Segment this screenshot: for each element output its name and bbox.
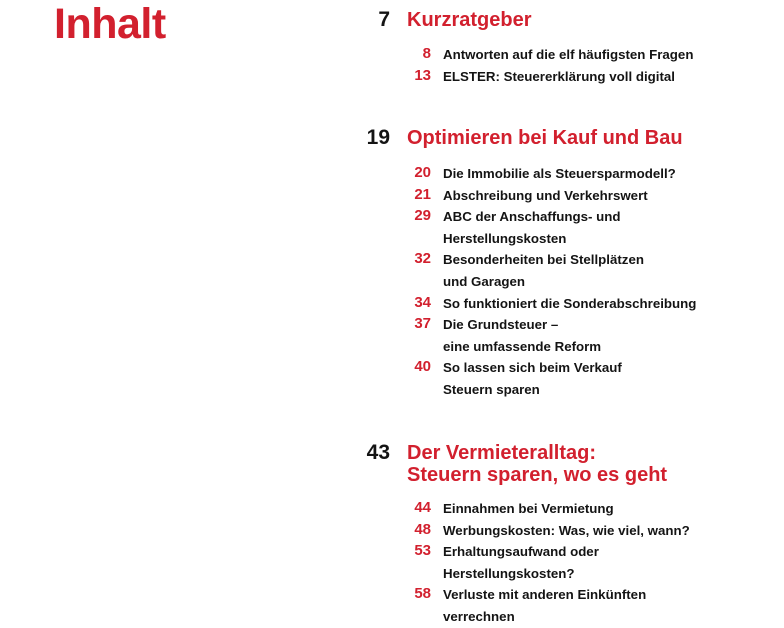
entry-title-line: So lassen sich beim Verkauf [443,360,622,376]
entry-title [443,520,773,542]
entry-title-line: Erhaltungsaufwand oder [443,544,599,560]
entry-title-line: Besonderheiten bei Stellplätzen [443,252,644,268]
entry-title-line: Antworten auf die elf häufigsten Fragen [443,47,694,62]
entry-title-line: eine umfassende Reform [443,338,602,354]
chapter-title [407,442,667,486]
entry-title-line: Verluste mit anderen Einkünften [443,587,647,603]
entry-title [443,66,773,88]
entry-title [443,44,773,66]
entry-title-line: Abschreibung und Verkehrswert [443,187,648,203]
entry-title-line: So funktioniert die Sonderabschreibung [443,295,697,311]
chapter-page-number: 43 [366,441,390,464]
entry-page-number: 32 [414,250,431,268]
chapter-page-number: 7 [378,8,390,31]
entry-title-line: Steuern sparen [443,381,540,397]
page-title: Inhalt [54,0,166,48]
entry-page-number: 34 [414,293,431,311]
entry-title [443,314,773,357]
entry-title-line: Werbungskosten: Was, wie viel, wann? [443,522,690,538]
entry-title-line: Die Grundsteuer – [443,317,559,333]
entry-title-line: Einnahmen bei Vermietung [443,501,614,516]
entry-title-line: ABC der Anschaffungs- und [443,209,621,225]
entry-title [443,498,773,520]
entry-page-number: 21 [414,185,431,203]
entry-title [443,163,773,185]
entry-title-line: Herstellungskosten? [443,565,575,581]
entry-title-line: und Garagen [443,273,526,289]
entry-title [443,249,773,292]
entry-page-number: 29 [414,207,431,225]
entry-title [443,206,773,249]
entry-title [443,541,773,584]
entry-page-number: 58 [414,585,431,603]
entry-page-number: 13 [414,66,431,84]
entry-title [443,357,773,400]
entry-title [443,185,773,207]
entry-page-number: 40 [414,358,431,376]
entry-page-number: 20 [414,164,431,181]
entry-title-line: Die Immobilie als Steuersparmodell? [443,166,676,181]
chapter-title-line: Der Vermieteralltag: [407,442,596,464]
chapter-title: Optimieren bei Kauf und Bau [407,127,683,149]
entry-title-line: Herstellungskosten [443,230,567,246]
entry-page-number: 8 [422,45,431,62]
entry-page-number: 44 [414,499,431,516]
chapter-page-number: 19 [366,126,390,149]
entry-title-line: ELSTER: Steuererklärung voll digital [443,68,676,84]
chapter-title: Kurzratgeber [407,9,532,31]
entry-page-number: 37 [414,315,431,333]
chapter-title-line: Steuern sparen, wo es geht [407,464,668,486]
entry-page-number: 48 [414,520,431,538]
entry-title [443,293,773,315]
entry-title-line: verrechnen [443,608,515,624]
entry-page-number: 53 [414,542,431,560]
entry-title [443,584,773,627]
